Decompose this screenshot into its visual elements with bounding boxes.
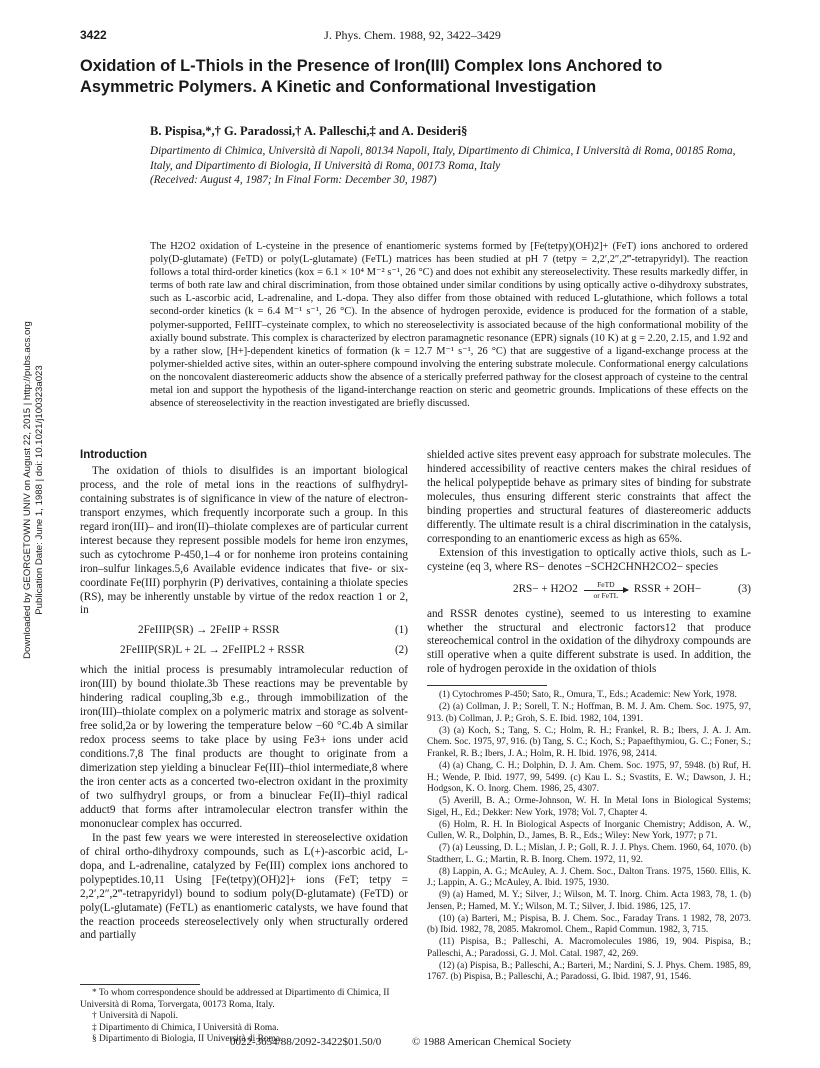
- affiliations: [150, 144, 750, 188]
- intro-paragraph-2: which the initial process is presumably intramolecular reduction of iron(III) by bound thiolate.3b These reactions may be preventable by hindering radical coupling,3b e.g., through immobilization of the iron(III)–thiolate complex on a polymeric matrix and storage as solvent-free solid,2a or by lowering the temperature below −60 °C.4b A similar redox process seems to take place by using Fe3+ ions under acid conditions.7,8 The final products are thought to originate from a dimerization step yielding a binuclear Fe(III)–thiol intermediate,8 where the iron center acts as a concerted two-electron oxidant in the proximity of two sulfhydryl groups, or from a binuclear Fe(II)–thiyl radical adduct9 that forms after intramolecular electron transfer within the mononuclear complex has occurred.: [80, 664, 408, 830]
- reference-item: (10) (a) Barteri, M.; Pispisa, B. J. Chem. Soc., Faraday Trans. 1 1982, 78, 2073. (b) Ibid. 1982, 78, 2085. Makromol. Chem., Rapid Commun. 1982, 3, 715.: [427, 913, 751, 936]
- equation-3-number: (3): [737, 583, 751, 596]
- journal-citation: J. Phys. Chem. 1988, 92, 3422–3429: [324, 28, 501, 42]
- reference-item: (5) Averill, B. A.; Orme-Johnson, W. H. In Metal Ions in Biological Systems; Sigel, H., Ed.; Dekker: New York, 1978; Vol. 7, Chapter 4.: [427, 796, 751, 818]
- reference-item: (6) Holm, R. H. In Biological Aspects of Inorganic Chemistry; Addison, A. W., Cullen, W. R., Dolphin, D., James, B. R., Eds.; Wiley: New York, 1977; p 71.: [427, 819, 751, 842]
- download-note-line2: Publication Date: June 1, 1988 | doi: 10.1021/j100323a023: [34, 365, 45, 615]
- equation-1-text: 2FeIIIP(SR) → 2FeIIP + RSSR: [138, 624, 280, 637]
- col2-paragraph-1: shielded active sites prevent easy approach for substrate molecules. The hindered accessibility of reactive centers makes the chiral residues of the helical polypeptide behave as primary sites of binding for substrate molecules, thus ensuring different steric constraints that affect the binding properties and structural features of diastereomeric adducts differently. The ultimate result is a chiral discrimination in the catalysis, corresponding to an enantiomeric excess as high as 65%.: [427, 449, 751, 545]
- equation-3-rhs: RSSR + 2OH−: [633, 583, 702, 596]
- footnote-item: § Dipartimento di Biologia, II Università di Roma.: [92, 1034, 283, 1044]
- reference-item: (9) (a) Hamed, M. Y.; Silver, J.; Wilson, M. T. Inorg. Chim. Acta 1983, 78, 1. (b) Jensen, P.; Hamed, M. Y.; Wilson, M. T.; Silver, J. Ibid. 1986, 125, 17.: [427, 890, 751, 912]
- arrow-line: [584, 590, 628, 591]
- download-note: [22, 250, 46, 730]
- equation-2-text: 2FeIIIP(SR)L + 2L → 2FeIIPL2 + RSSR: [120, 644, 305, 657]
- arrow-over-label: FeTD: [597, 579, 615, 589]
- reference-item: (2) (a) Collman, J. P.; Sorell, T. N.; Hoffman, B. M. J. Am. Chem. Soc. 1975, 97, 913. (b) Collman, J. P.; Groh, S. E. Ibid. 1982, 104, 1391.: [427, 702, 751, 724]
- references: [427, 685, 751, 984]
- intro-paragraph-3: In the past few years we were interested in stereoselective oxidation of chiral ortho-dihydroxy compounds, such as L(+)-ascorbic acid, L-dopa, and L-adrenaline, catalyzed by Fe(III) complex ions anchored to polypeptides.10,11 Using [Fe(tetpy)(OH)2]+ ions (FeT; tetpy = 2,2′,2″,2‴-tetrapyridyl) bound to sodium poly(D-glutamate) (FeTD) or poly(L-glutamate) (FeTL) as enantiomeric catalysts, we have found that the reaction proceeds stereoselectively only when structurally ordered and partially: [80, 831, 408, 942]
- reference-item: (1) Cytochromes P-450; Sato, R., Omura, T., Eds.; Academic: New York, 1978.: [439, 690, 737, 701]
- footnote-rule: [80, 984, 200, 985]
- equation-3-body: [427, 581, 701, 600]
- article-title: Oxidation of L-Thiols in the Presence of Iron(III) Complex Ions Anchored to Asymmetric Polymers. A Kinetic and Conformational Investigation: [80, 57, 663, 96]
- reference-item: (3) (a) Koch, S.; Tang, S. C.; Holm, R. H.; Frankel, R. B.; Ibers, J. A. J. Am. Chem. Soc. 1975, 97, 916. (b) Tang, S. C.; Koch, S.; Papaefthymiou, G. C.; Foner, S.; Frankel, R. B.; Ibers, J. A.; Holm, R. H. Ibid. 1976, 98, 2414.: [427, 725, 751, 760]
- arrow-under-label: or FeTL: [593, 590, 619, 600]
- reaction-arrow: [584, 581, 628, 600]
- author-list: B. Pispisa,*,† G. Paradossi,† A. Palleschi,‡ and A. Desideri§: [150, 124, 468, 138]
- left-column: [80, 449, 408, 943]
- section-heading-introduction: Introduction: [80, 449, 148, 461]
- footnote-item: † Università di Napoli.: [92, 1011, 178, 1021]
- side-watermark: [0, 250, 45, 730]
- reference-item: (11) Pispisa, B.; Palleschi, A. Macromolecules 1986, 19, 904. Pispisa, B.; Palleschi, A.; Paradossi, G. J. Mol. Catal. 1987, 42, 269.: [427, 937, 751, 959]
- copyright: © 1988 American Chemical Society: [412, 1036, 572, 1048]
- right-column: [427, 449, 751, 984]
- footnote-item: * To whom correspondence should be addressed at Dipartimento di Chimica, II Università di Roma, Torvergata, 00173 Roma, Italy.: [80, 988, 390, 1010]
- reference-item: (4) (a) Chang, C. H.; Dolphin, D. J. Am. Chem. Soc. 1975, 97, 5948. (b) Ruf, H. H.; Wende, P. Ibid. 1977, 99, 5499. (c) Kau L. S.; Svastits, E. W.; Dawson, J. H.; Hodgson, K. O. Inorg. Chem. 1986, 25, 4307.: [427, 760, 751, 795]
- received-dates: (Received: August 4, 1987; In Final Form: December 30, 1987): [150, 174, 437, 186]
- article-code: 0022-3654/88/2092-3422$01.50/0: [230, 1036, 382, 1048]
- references-rule: [427, 685, 547, 686]
- page-number: 3422: [80, 28, 107, 42]
- reference-list: [427, 690, 751, 984]
- equation-2: [80, 644, 408, 658]
- col2-paragraph-3: and RSSR denotes cystine), seemed to us interesting to examine whether the structural and electronic factors12 that produce stereochemical control in the oxidation of the dihydroxy compounds are still operative when a quite different substrate is used. In addition, the role of hydrogen peroxide in the oxidation of thiols: [427, 607, 751, 676]
- reference-item: (8) Lappin, A. G.; McAuley, A. J. Chem. Soc., Dalton Trans. 1975, 1560. Ellis, K. J.; Lappin, A. G.; McAuley, A. Ibid. 1975, 1930.: [427, 866, 751, 889]
- abstract-text: The H2O2 oxidation of L-cysteine in the presence of enantiomeric systems formed by [Fe(tetpy)(OH)2]+ (FeT) ions anchored to ordered poly(D-glutamate) (FeTD) or poly(L-glutamate) (FeTL) matrices has been studied at pH 7 (tetpy = 2,2′,2″,2‴-tetrapyridyl). The reaction follows a total third-order kinetics (kox = 6.1 × 10⁴ M⁻² s⁻¹, 26 °C) and does not exhibit any stereoselectivity. These results markedly differ, in terms of both rate law and chiral discrimination, from those obtained under similar conditions by using optically active o-dihydroxy substrates, such as L-ascorbic acid, L-adrenaline, and L-dopa. They also differ from those obtained with reduced L-glutathione, which follows a total second-order kinetics (k = 6.4 M⁻¹ s⁻¹, 26 °C). In the absence of hydrogen peroxide, evidence is produced for the formation of a stable, polymer-supported, FeIIIT–cysteinate complex, to which no stereoselectivity is associated because of the high conformational mobility of the axially bound substrate. This complex is characterized by electron paramagnetic resonance (EPR) signals (10 K) at g = 2.20, 2.15, and 1.92 and by a rather slow, [H+]-dependent kinetics of formation (k = 12.7 M⁻¹ s⁻¹, 26 °C) that are suggestive of a ligand-exchange process at the polymer-shielded active sites, within an outer-sphere compound involving the entering substrate molecule. Conformational energy calculations on the noncovalent diastereomeric adducts show the absence of a sterically preferred pathway for the closest approach of cysteine to the central metal ion and support the hypothesis of the ligand-interchange reaction on steric and geometric grounds. Implications of these effects on the absence of stereoselectivity in the reaction investigated are briefly discussed.: [150, 241, 748, 410]
- equation-3: [427, 581, 751, 600]
- reference-item: (7) (a) Leussing, D. L.; Mislan, J. P.; Goll, R. J. J. Phys. Chem. 1960, 64, 1070. (b) Stadtherr, L. G.; Martin, R. B. Inorg. Chem. 1972, 11, 92.: [427, 843, 751, 865]
- col2-paragraph-2: Extension of this investigation to optically active thiols, such as L-cysteine (eq 3, where RS− denotes −SCH2CHNH2CO2− species: [427, 546, 751, 573]
- equation-1: [80, 624, 408, 638]
- affiliation-text: Dipartimento di Chimica, Università di Napoli, 80134 Napoli, Italy, Dipartimento di Chimica, I Università di Roma, 00185 Roma, Italy, and Dipartimento di Biologia, II Università di Roma, 00173 Roma, Italy: [150, 145, 736, 172]
- abstract: [150, 240, 748, 410]
- download-note-line1: Downloaded by GEORGETOWN UNIV on August 22, 2015 | http://pubs.acs.org: [22, 321, 33, 659]
- equation-2-number: (2): [394, 644, 408, 657]
- equation-1-number: (1): [394, 624, 408, 637]
- reference-item: (12) (a) Pispisa, B.; Palleschi, A.; Barteri, M.; Nardini, S. J. Phys. Chem. 1985, 89, 1767. (b) Pispisa, B.; Palleschi, A.; Paradossi, G. Ibid. 1987, 91, 1546.: [427, 960, 751, 983]
- footnote-item: ‡ Dipartimento di Chimica, I Università di Roma.: [92, 1022, 279, 1033]
- intro-paragraph-1: The oxidation of thiols to disulfides is an important biological process, and the role of metal ions in the reactions of sulfhydryl-containing substrates is of significance in view of the nature of electron-transport enzymes, which frequently incorporate such a group. In this regard iron(III)– and iron(II)–thiolate complexes are of particular current interest because they represent possible models for heme iron enzymes, such as cytochrome P-450,1–4 or for nonheme iron proteins containing iron–sulfur linkages.5,6 Available evidence indicates that five- or six-coordinate Fe(III) porphyrin (P) derivatives, containing a thiolate species (RS), may be inherently unstable by virtue of the redox reaction 1 or 2, in: [80, 464, 408, 617]
- running-header: [80, 28, 745, 44]
- equation-3-lhs: 2RS− + H2O2: [513, 583, 578, 596]
- page-footer: [230, 1036, 670, 1048]
